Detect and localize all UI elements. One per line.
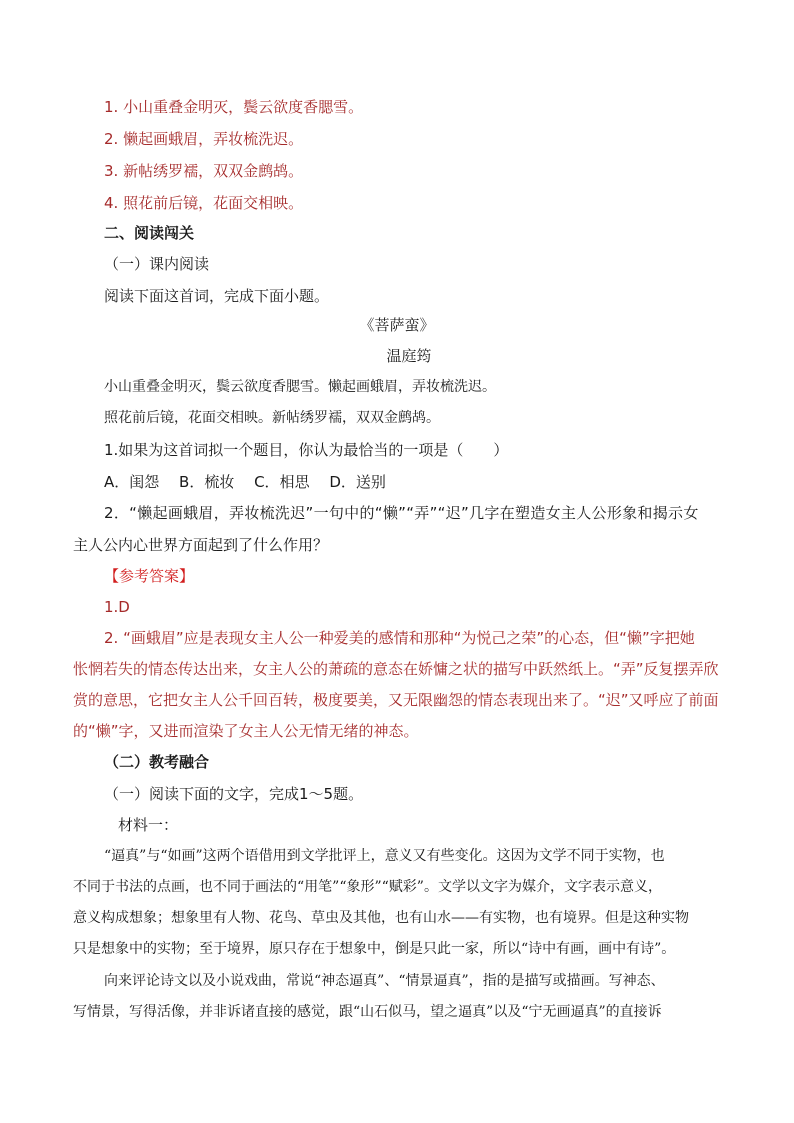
answer-2-row-2: 怅惘若失的情态传达出来，女主人公的萧疏的意态在娇慵之状的描写中跃然纸上。“弄”反复摆弄欣 bbox=[73, 660, 719, 678]
material-label: 材料一： bbox=[118, 816, 179, 834]
vocab-item-3: 3. 新帖绣罗襦，双双金鹧鸪。 bbox=[104, 162, 304, 180]
answer-2-row-1: 2. “画蛾眉”应是表现女主人公一种爱美的感情和那种“为悦己之荣”的心态，但“懒”字把她 bbox=[104, 629, 695, 647]
passage-row-5: 向来评论诗文以及小说戏曲，常说“神态逼真”、“情景逼真”，指的是描写或描画。写神态、 bbox=[104, 973, 665, 989]
question-2-row-1: 2．“懒起画蛾眉，弄妆梳洗迟”一句中的“懒”“弄”“迟”几字在塑造女主人公形象和揭示女 bbox=[104, 504, 699, 522]
question-1-options: A．闺怨 B．梳妆 C．相思 D．送别 bbox=[104, 473, 386, 491]
passage-row-6: 写情景，写得活像，并非诉诸直接的感觉，跟“山石似马，望之逼真”以及“宁无画逼真”的直接诉 bbox=[73, 1004, 662, 1020]
poem-line-2: 照花前后镜，花面交相映。新帖绣罗襦，双双金鹧鸪。 bbox=[104, 410, 440, 426]
passage-row-1: “逼真”与“如画”这两个语借用到文学批评上，意义又有些变化。这因为文学不同于实物，也 bbox=[104, 848, 665, 864]
section-3-instruction: （一）阅读下面的文字，完成1～5题。 bbox=[104, 785, 364, 803]
passage-row-4: 只是想象中的实物；至于境界，原只存在于想象中，倒是只此一家，所以“诗中有画，画中有诗”。 bbox=[73, 941, 676, 957]
passage-row-2: 不同于书法的点画，也不同于画法的“用笔”“象形”“赋彩”。文学以文字为媒介，文字表示意义， bbox=[73, 879, 662, 895]
poem-line-1: 小山重叠金明灭，鬓云欲度香腮雪。懒起画蛾眉，弄妆梳洗迟。 bbox=[104, 379, 496, 395]
passage-row-3: 意义构成想象；想象里有人物、花鸟、草虫及其他，也有山水——有实物，也有境界。但是这种实物 bbox=[73, 910, 689, 926]
answer-2-row-3: 赏的意思，它把女主人公千回百转，极度要美，又无限幽怨的情态表现出来了。“迟”又呼应了前面 bbox=[73, 691, 719, 709]
question-1: 1.如果为这首词拟一个题目，你认为最恰当的一项是（ ） bbox=[104, 441, 509, 459]
vocab-item-4: 4. 照花前后镜，花面交相映。 bbox=[104, 194, 304, 212]
poem-title: 《菩萨蛮》 bbox=[359, 316, 435, 334]
reading-instruction: 阅读下面这首词，完成下面小题。 bbox=[104, 287, 330, 305]
subsection-in-class-reading: （一）课内阅读 bbox=[104, 255, 210, 273]
poem-author: 温庭筠 bbox=[386, 347, 432, 365]
section-heading-integration: （二）教考融合 bbox=[104, 753, 210, 771]
answer-label: 【参考答案】 bbox=[104, 567, 195, 585]
answer-2-row-4: 的“懒”字，又进而渲染了女主人公无情无绪的神态。 bbox=[73, 722, 419, 740]
vocab-item-1: 1. 小山重叠金明灭，鬓云欲度香腮雪。 bbox=[104, 98, 364, 116]
vocab-item-2: 2. 懒起画蛾眉，弄妆梳洗迟。 bbox=[104, 130, 304, 148]
question-2-row-2: 主人公内心世界方面起到了什么作用？ bbox=[73, 536, 329, 554]
answer-1: 1.D bbox=[104, 598, 130, 616]
section-heading-reading: 二、阅读闯关 bbox=[104, 224, 195, 242]
